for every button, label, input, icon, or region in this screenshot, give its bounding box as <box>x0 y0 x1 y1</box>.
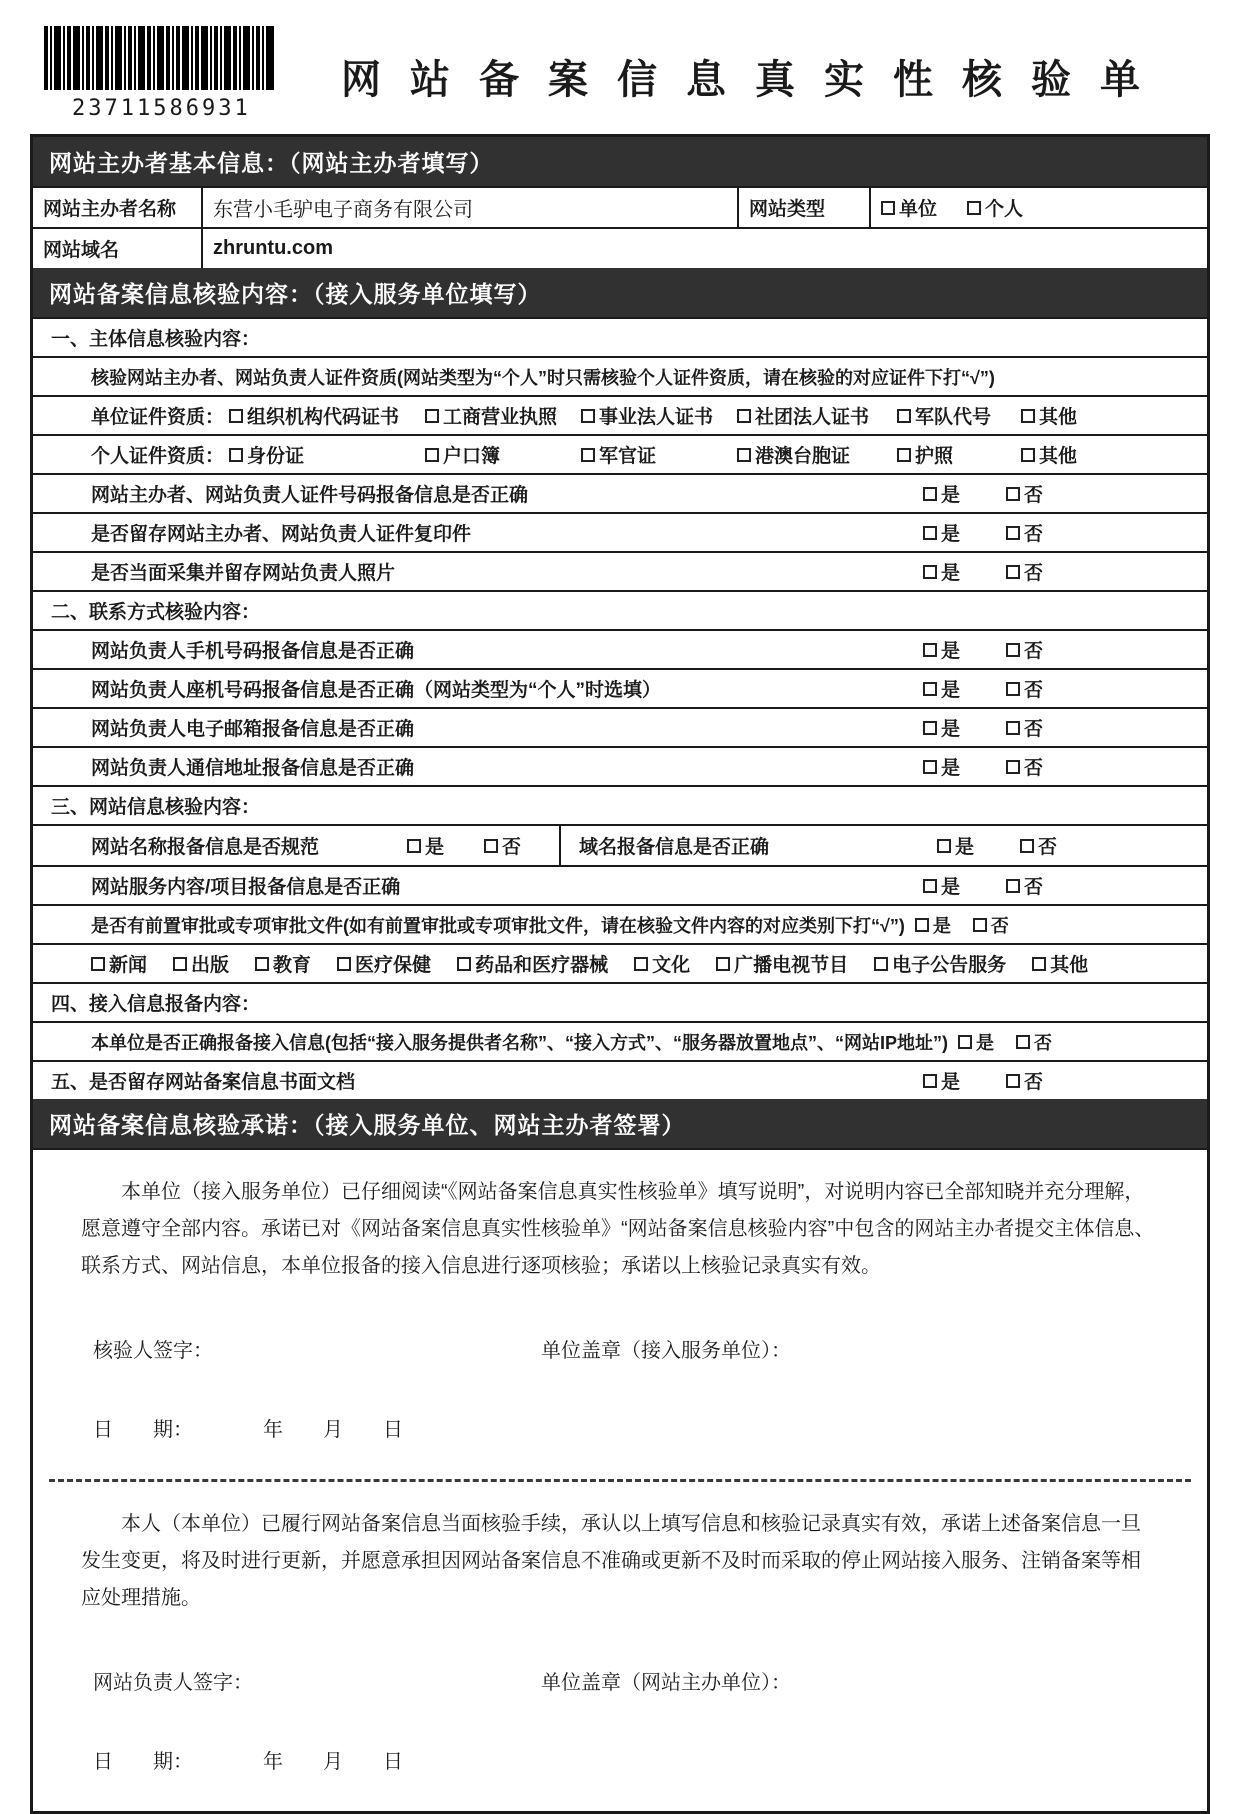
option-label: 社团法人证书 <box>755 407 870 428</box>
cert-qualification-note: 核验网站主办者、网站负责人证件资质(网站类型为“个人”时只需核验个人证件资质，请在核验的对应证件下打“√”) <box>33 356 1207 395</box>
checkbox-icon <box>581 448 595 462</box>
option-label: 工商营业执照 <box>443 407 558 428</box>
owner-name-row <box>33 186 1207 227</box>
form-table <box>30 134 1210 1814</box>
checkbox-icon <box>337 957 351 971</box>
checkbox-icon <box>923 565 937 579</box>
organizer-unit-stamp-label: 单位盖章（网站主办单位）： <box>541 1672 791 1694</box>
yes-option: 是 <box>937 832 974 859</box>
option-label: 单位 <box>899 199 938 220</box>
verify-part3-title: 三、网站信息核验内容： <box>33 785 1207 824</box>
option-label: 个人 <box>985 199 1024 220</box>
category-option <box>874 950 1006 977</box>
checkbox-icon <box>958 1035 972 1049</box>
no-option: 否 <box>1006 1067 1043 1094</box>
option-label: 护照 <box>915 446 954 467</box>
checkbox-icon <box>1016 1035 1030 1049</box>
category-option <box>255 950 311 977</box>
yes-option: 是 <box>915 912 951 938</box>
checkbox-icon <box>425 409 439 423</box>
yes-no-group <box>923 480 1043 507</box>
checkbox-icon <box>1020 839 1034 853</box>
yes-no-group <box>915 912 1009 938</box>
option-label: 教育 <box>273 955 312 976</box>
option-label: 户口簿 <box>443 446 501 467</box>
verify-part5-row: 五、是否留存网站备案信息书面文档 是 否 <box>33 1060 1207 1099</box>
owner-name-label: 网站主办者名称 <box>43 199 177 220</box>
verify-row-access-info: 本单位是否正确报备接入信息(包括“接入服务提供者名称”、“接入方式”、“服务器放置地点”、“网站IP地址”) 是 否 <box>33 1021 1207 1060</box>
category-option <box>337 950 431 977</box>
site-manager-signature-label: 网站负责人签字： <box>93 1672 253 1694</box>
checkbox-icon <box>407 839 421 853</box>
personal-cert-row <box>33 434 1207 473</box>
option-label: 广播电视节目 <box>734 955 849 976</box>
checkbox-icon <box>229 409 243 423</box>
checkbox-icon <box>457 957 471 971</box>
owner-name-value: 东营小毛驴电子商务有限公司 <box>201 188 737 227</box>
personal-cert-option <box>1021 441 1077 468</box>
checkbox-icon <box>923 487 937 501</box>
form-title: 网站备案信息真实性核验单 <box>341 58 1169 102</box>
yes-no-group <box>923 872 1043 899</box>
yes-option: 是 <box>923 558 960 585</box>
signature-row-1 <box>81 1333 1159 1370</box>
checkbox-icon <box>1006 1074 1020 1088</box>
unit-cert-option <box>897 402 1021 429</box>
preapproval-categories-row <box>33 943 1207 982</box>
yes-no-group <box>923 675 1043 702</box>
promise-section-header: 网站备案信息核验承诺：（接入服务单位、网站主办者签署） <box>33 1099 1207 1148</box>
site-type-option-personal <box>967 194 1023 221</box>
checkbox-icon <box>737 409 751 423</box>
checkbox-icon <box>255 957 269 971</box>
verify-row-address: 网站负责人通信地址报备信息是否正确 是 否 <box>33 746 1207 785</box>
personal-cert-option <box>737 441 897 468</box>
yes-no-group <box>958 1029 1052 1055</box>
no-option: 否 <box>1006 675 1043 702</box>
checkbox-icon <box>1006 682 1020 696</box>
yes-option: 是 <box>923 636 960 663</box>
yes-option: 是 <box>923 519 960 546</box>
no-option: 否 <box>1006 714 1043 741</box>
no-option: 否 <box>1006 480 1043 507</box>
date-line-2: 日 期： 年 月 日 <box>93 1751 403 1773</box>
no-option: 否 <box>1006 519 1043 546</box>
option-label: 其他 <box>1039 446 1078 467</box>
checkbox-icon <box>229 448 243 462</box>
barcode-number: 23711586931 <box>72 96 251 121</box>
checkbox-icon <box>973 918 987 932</box>
verify-row-landline: 网站负责人座机号码报备信息是否正确（网站类型为“个人”时选填） 是 否 <box>33 668 1207 707</box>
no-option: 否 <box>1020 832 1057 859</box>
domain-label: 网站域名 <box>43 240 120 261</box>
checkbox-icon <box>1021 448 1035 462</box>
option-label: 其他 <box>1050 955 1089 976</box>
no-option: 否 <box>1006 558 1043 585</box>
verify-row-sitename-domain <box>33 824 1207 865</box>
checkbox-icon <box>881 201 895 215</box>
verify-part1-title: 一、主体信息核验内容： <box>33 317 1207 356</box>
yes-no-group <box>923 519 1043 546</box>
checkbox-icon <box>1006 565 1020 579</box>
verify-section-header: 网站备案信息核验内容：（接入服务单位填写） <box>33 268 1207 317</box>
option-label: 医疗保健 <box>355 955 432 976</box>
category-option <box>173 950 229 977</box>
option-label: 新闻 <box>109 955 148 976</box>
verify-row-cert-copy: 是否留存网站主办者、网站负责人证件复印件 是 否 <box>33 512 1207 551</box>
verify-part2-title: 二、联系方式核验内容： <box>33 590 1207 629</box>
checkbox-icon <box>581 409 595 423</box>
checkbox-icon <box>874 957 888 971</box>
option-label: 电子公告服务 <box>892 955 1007 976</box>
checkbox-icon <box>1006 721 1020 735</box>
yes-option: 是 <box>923 872 960 899</box>
option-label: 军官证 <box>599 446 657 467</box>
yes-option: 是 <box>407 832 444 859</box>
verify-row-cert-number: 网站主办者、网站负责人证件号码报备信息是否正确 是 否 <box>33 473 1207 512</box>
verify-row-preapproval: 是否有前置审批或专项审批文件(如有前置审批或专项审批文件，请在核验文件内容的对应类别下打“√”) 是 否 <box>33 904 1207 943</box>
checkbox-icon <box>923 721 937 735</box>
category-option <box>91 950 147 977</box>
option-label: 军队代号 <box>915 407 992 428</box>
checkbox-icon <box>1006 760 1020 774</box>
checkbox-icon <box>923 760 937 774</box>
option-label: 港澳台胞证 <box>755 446 851 467</box>
barcode <box>30 26 280 121</box>
yes-no-group <box>923 636 1043 663</box>
checkbox-icon <box>923 682 937 696</box>
yes-no-group <box>923 714 1043 741</box>
yes-option: 是 <box>923 1067 960 1094</box>
checkbox-icon <box>967 201 981 215</box>
checkbox-icon <box>173 957 187 971</box>
personal-cert-option <box>425 441 581 468</box>
domain-check-cell: 域名报备信息是否正确 是 否 <box>561 827 1207 864</box>
owner-section-header: 网站主办者基本信息：（网站主办者填写） <box>33 137 1207 186</box>
unit-cert-option <box>229 402 425 429</box>
verify-part4-title: 四、接入信息报备内容： <box>33 982 1207 1021</box>
category-option <box>1032 950 1088 977</box>
option-label: 事业法人证书 <box>599 407 714 428</box>
site-name-cell: 网站名称报备信息是否规范 是 否 <box>33 826 561 865</box>
checkbox-icon <box>737 448 751 462</box>
checkbox-icon <box>634 957 648 971</box>
no-option: 否 <box>1006 636 1043 663</box>
no-option: 否 <box>1006 753 1043 780</box>
site-type-options <box>869 188 1207 227</box>
yes-option: 是 <box>923 714 960 741</box>
category-option <box>716 950 848 977</box>
no-option: 否 <box>484 832 521 859</box>
category-option <box>457 950 608 977</box>
verify-row-photo: 是否当面采集并留存网站负责人照片 是 否 <box>33 551 1207 590</box>
checkbox-icon <box>923 879 937 893</box>
yes-no-group <box>937 832 1057 859</box>
site-type-label: 网站类型 <box>737 188 869 227</box>
checkbox-icon <box>937 839 951 853</box>
domain-value: zhruntu.com <box>201 229 1207 268</box>
unit-cert-label: 单位证件资质： <box>91 407 225 428</box>
checkbox-icon <box>1006 487 1020 501</box>
document-header <box>30 26 1210 130</box>
yes-option: 是 <box>923 675 960 702</box>
option-label: 出版 <box>191 955 230 976</box>
yes-option: 是 <box>923 753 960 780</box>
no-option: 否 <box>1016 1029 1052 1055</box>
checkbox-icon <box>897 448 911 462</box>
checkbox-icon <box>1006 879 1020 893</box>
promise-paragraph-1: 本单位（接入服务单位）已仔细阅读“《网站备案信息真实性核验单》填写说明”，对说明内容已全部知晓并充分理解，愿意遵守全部内容。承诺已对《网站备案信息真实性核验单》“网站备案信息核验内容”中包含的网站主办者提交主体信息、联系方式、网站信息，本单位报备的接入信息进行逐项核验；承诺以上核验记录真实有效。 <box>81 1181 1155 1277</box>
checkbox-icon <box>923 643 937 657</box>
unit-cert-row <box>33 395 1207 434</box>
verify-row-email: 网站负责人电子邮箱报备信息是否正确 是 否 <box>33 707 1207 746</box>
checkbox-icon <box>1006 643 1020 657</box>
verify-row-mobile: 网站负责人手机号码报备信息是否正确 是 否 <box>33 629 1207 668</box>
checkbox-icon <box>915 918 929 932</box>
unit-cert-option <box>581 402 737 429</box>
domain-row <box>33 227 1207 268</box>
yes-option: 是 <box>958 1029 994 1055</box>
personal-cert-option <box>229 441 425 468</box>
access-unit-stamp-label: 单位盖章（接入服务单位）： <box>541 1340 791 1362</box>
checkbox-icon <box>1021 409 1035 423</box>
checkbox-icon <box>91 957 105 971</box>
no-option: 否 <box>973 912 1009 938</box>
dashed-divider <box>49 1479 1191 1482</box>
yes-no-group <box>923 753 1043 780</box>
site-type-option-unit <box>881 194 937 221</box>
checkbox-icon <box>425 448 439 462</box>
verify-row-service: 网站服务内容/项目报备信息是否正确 是 否 <box>33 865 1207 904</box>
category-option <box>634 950 690 977</box>
yes-option: 是 <box>923 480 960 507</box>
unit-cert-option <box>1021 402 1077 429</box>
option-label: 药品和医疗器械 <box>475 955 609 976</box>
verifier-signature-label: 核验人签字： <box>93 1340 213 1362</box>
date-line-1: 日 期： 年 月 日 <box>93 1419 403 1441</box>
unit-cert-option <box>425 402 581 429</box>
yes-no-group <box>923 558 1043 585</box>
checkbox-icon <box>484 839 498 853</box>
no-option: 否 <box>1006 872 1043 899</box>
checkbox-icon <box>923 526 937 540</box>
personal-cert-option <box>897 441 1021 468</box>
personal-cert-label: 个人证件资质： <box>91 446 225 467</box>
yes-no-group <box>923 1067 1043 1094</box>
option-label: 其他 <box>1039 407 1078 428</box>
barcode-icon <box>44 26 278 90</box>
checkbox-icon <box>1006 526 1020 540</box>
checkbox-icon <box>716 957 730 971</box>
option-label: 文化 <box>652 955 691 976</box>
checkbox-icon <box>1032 957 1046 971</box>
promise-cell <box>33 1148 1207 1811</box>
checkbox-icon <box>923 1074 937 1088</box>
promise-paragraph-2: 本人（本单位）已履行网站备案信息当面核验手续，承认以上填写信息和核验记录真实有效，承诺上述备案信息一旦发生变更，将及时进行更新，并愿意承担因网站备案信息不准确或更新不及时而采取的停止网站接入服务、注销备案等相应处理措施。 <box>81 1513 1141 1609</box>
unit-cert-option <box>737 402 897 429</box>
checkbox-icon <box>897 409 911 423</box>
yes-no-group <box>407 832 521 859</box>
option-label: 组织机构代码证书 <box>247 407 400 428</box>
personal-cert-option <box>581 441 737 468</box>
signature-row-2 <box>81 1665 1159 1702</box>
option-label: 身份证 <box>247 446 305 467</box>
